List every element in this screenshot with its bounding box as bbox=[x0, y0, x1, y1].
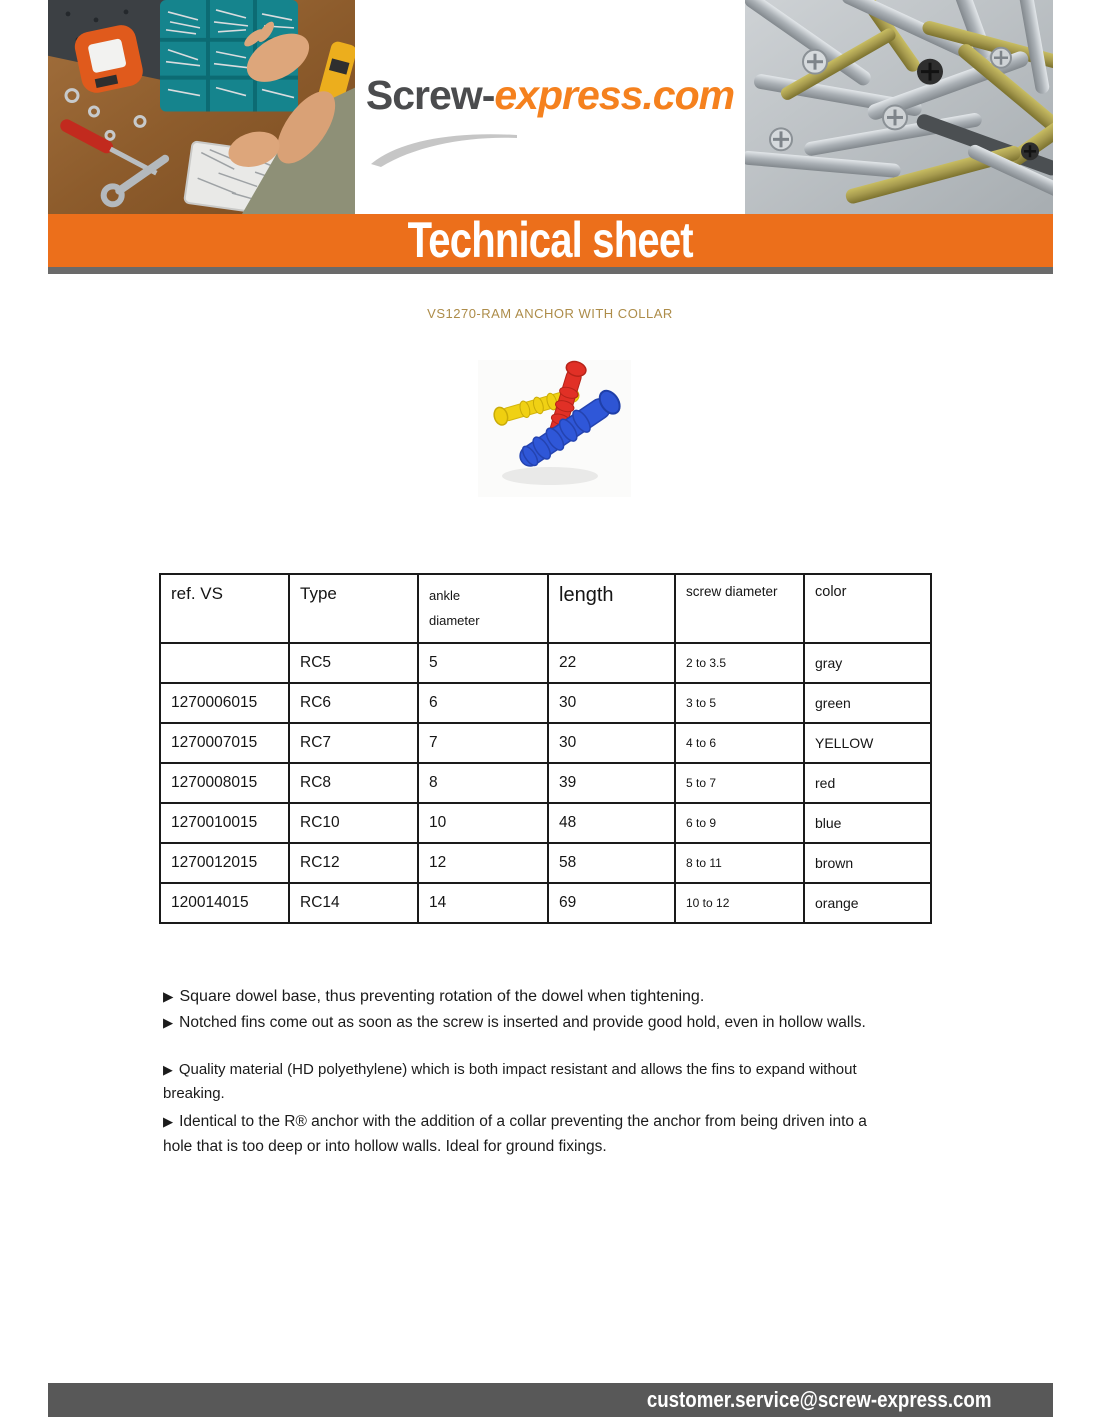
length-cell: 58 bbox=[548, 843, 675, 883]
feature-text: Identical to the R® anchor with the addition of a collar preventing the anchor from being driven into a hole that is too deep or into hollow walls. Ideal for ground fixings. bbox=[163, 1113, 867, 1155]
spec-table bbox=[159, 573, 932, 924]
screw-diameter-cell: 10 to 12 bbox=[675, 883, 804, 923]
header bbox=[48, 0, 1053, 214]
color-cell: orange bbox=[804, 883, 931, 923]
table-row bbox=[160, 683, 931, 723]
ankle-diameter-cell: 5 bbox=[418, 643, 548, 683]
length-cell: 30 bbox=[548, 683, 675, 723]
color-cell: brown bbox=[804, 843, 931, 883]
brand-part-gray: Screw- bbox=[365, 72, 495, 118]
table-header-row bbox=[160, 574, 931, 643]
ref-cell: 1270008015 bbox=[160, 763, 289, 803]
column-header-color: color bbox=[804, 574, 931, 643]
length-cell: 39 bbox=[548, 763, 675, 803]
column-header-type: Type bbox=[289, 574, 418, 643]
feature-text: Square dowel base, thus preventing rotation of the dowel when tightening. bbox=[179, 988, 705, 1005]
bullet-arrow-icon: ▶ bbox=[163, 1015, 174, 1030]
table-row bbox=[160, 843, 931, 883]
screw-diameter-cell: 5 to 7 bbox=[675, 763, 804, 803]
type-cell: RC7 bbox=[289, 723, 418, 763]
table-row bbox=[160, 763, 931, 803]
feature-item bbox=[163, 1109, 885, 1159]
column-header-length: length bbox=[548, 574, 675, 643]
brand-logo bbox=[355, 0, 745, 214]
color-cell: gray bbox=[804, 643, 931, 683]
ref-cell: 1270010015 bbox=[160, 803, 289, 843]
column-header-screw-diameter: screw diameter bbox=[675, 574, 804, 643]
banner-title: Technical sheet bbox=[407, 214, 694, 267]
brand-part-orange: express.com bbox=[494, 72, 735, 118]
workbench-photo-illustration bbox=[48, 0, 355, 214]
screw-diameter-cell: 4 to 6 bbox=[675, 723, 804, 763]
screw-diameter-cell: 6 to 9 bbox=[675, 803, 804, 843]
type-cell: RC14 bbox=[289, 883, 418, 923]
ankle-diameter-cell: 7 bbox=[418, 723, 548, 763]
table-row bbox=[160, 723, 931, 763]
screw-diameter-cell: 8 to 11 bbox=[675, 843, 804, 883]
anchors-product-illustration bbox=[478, 360, 631, 497]
features-list bbox=[163, 984, 963, 1159]
ankle-diameter-cell: 12 bbox=[418, 843, 548, 883]
ref-cell: 120014015 bbox=[160, 883, 289, 923]
color-cell: YELLOW bbox=[804, 723, 931, 763]
technical-sheet-banner bbox=[48, 214, 1053, 267]
bullet-arrow-icon: ▶ bbox=[163, 1062, 173, 1077]
feature-text: Notched fins come out as soon as the screw is inserted and provide good hold, even in hollow walls. bbox=[179, 1014, 866, 1031]
type-cell: RC12 bbox=[289, 843, 418, 883]
length-cell: 48 bbox=[548, 803, 675, 843]
type-cell: RC8 bbox=[289, 763, 418, 803]
length-cell: 69 bbox=[548, 883, 675, 923]
screw-diameter-cell: 3 to 5 bbox=[675, 683, 804, 723]
table-row bbox=[160, 883, 931, 923]
feature-item bbox=[163, 1010, 963, 1036]
brand-wordmark bbox=[366, 72, 734, 119]
ankle-diameter-cell: 8 bbox=[418, 763, 548, 803]
length-cell: 22 bbox=[548, 643, 675, 683]
screws-pile-illustration bbox=[745, 0, 1053, 214]
divider-bar bbox=[48, 267, 1053, 274]
column-header-ref: ref. VS bbox=[160, 574, 289, 643]
product-image bbox=[478, 360, 631, 497]
feature-item bbox=[163, 984, 963, 1010]
ankle-diameter-cell: 10 bbox=[418, 803, 548, 843]
color-cell: blue bbox=[804, 803, 931, 843]
product-title: VS1270-RAM ANCHOR WITH COLLAR bbox=[427, 306, 673, 321]
bullet-arrow-icon: ▶ bbox=[163, 989, 174, 1004]
ankle-diameter-cell: 14 bbox=[418, 883, 548, 923]
ankle-diameter-cell: 6 bbox=[418, 683, 548, 723]
logo-swoosh bbox=[369, 127, 519, 167]
type-cell: RC5 bbox=[289, 643, 418, 683]
color-cell: green bbox=[804, 683, 931, 723]
bullet-arrow-icon: ▶ bbox=[163, 1114, 174, 1129]
ref-cell: 1270006015 bbox=[160, 683, 289, 723]
support-email: customer.service@screw-express.com bbox=[646, 1387, 991, 1412]
type-cell: RC6 bbox=[289, 683, 418, 723]
footer-bar bbox=[48, 1383, 1053, 1417]
column-header-ankle-diameter: ankle diameter bbox=[418, 574, 548, 643]
ref-cell: 1270007015 bbox=[160, 723, 289, 763]
type-cell: RC10 bbox=[289, 803, 418, 843]
feature-item bbox=[163, 1058, 875, 1106]
table-row bbox=[160, 643, 931, 683]
screw-diameter-cell: 2 to 3.5 bbox=[675, 643, 804, 683]
feature-text: Quality material (HD polyethylene) which is both impact resistant and allows the fins to expand without breaking. bbox=[163, 1061, 857, 1102]
workbench-photo bbox=[48, 0, 355, 214]
ref-cell: 1270012015 bbox=[160, 843, 289, 883]
ref-cell bbox=[160, 643, 289, 683]
length-cell: 30 bbox=[548, 723, 675, 763]
table-row bbox=[160, 803, 931, 843]
color-cell: red bbox=[804, 763, 931, 803]
screws-pile-photo bbox=[745, 0, 1053, 214]
